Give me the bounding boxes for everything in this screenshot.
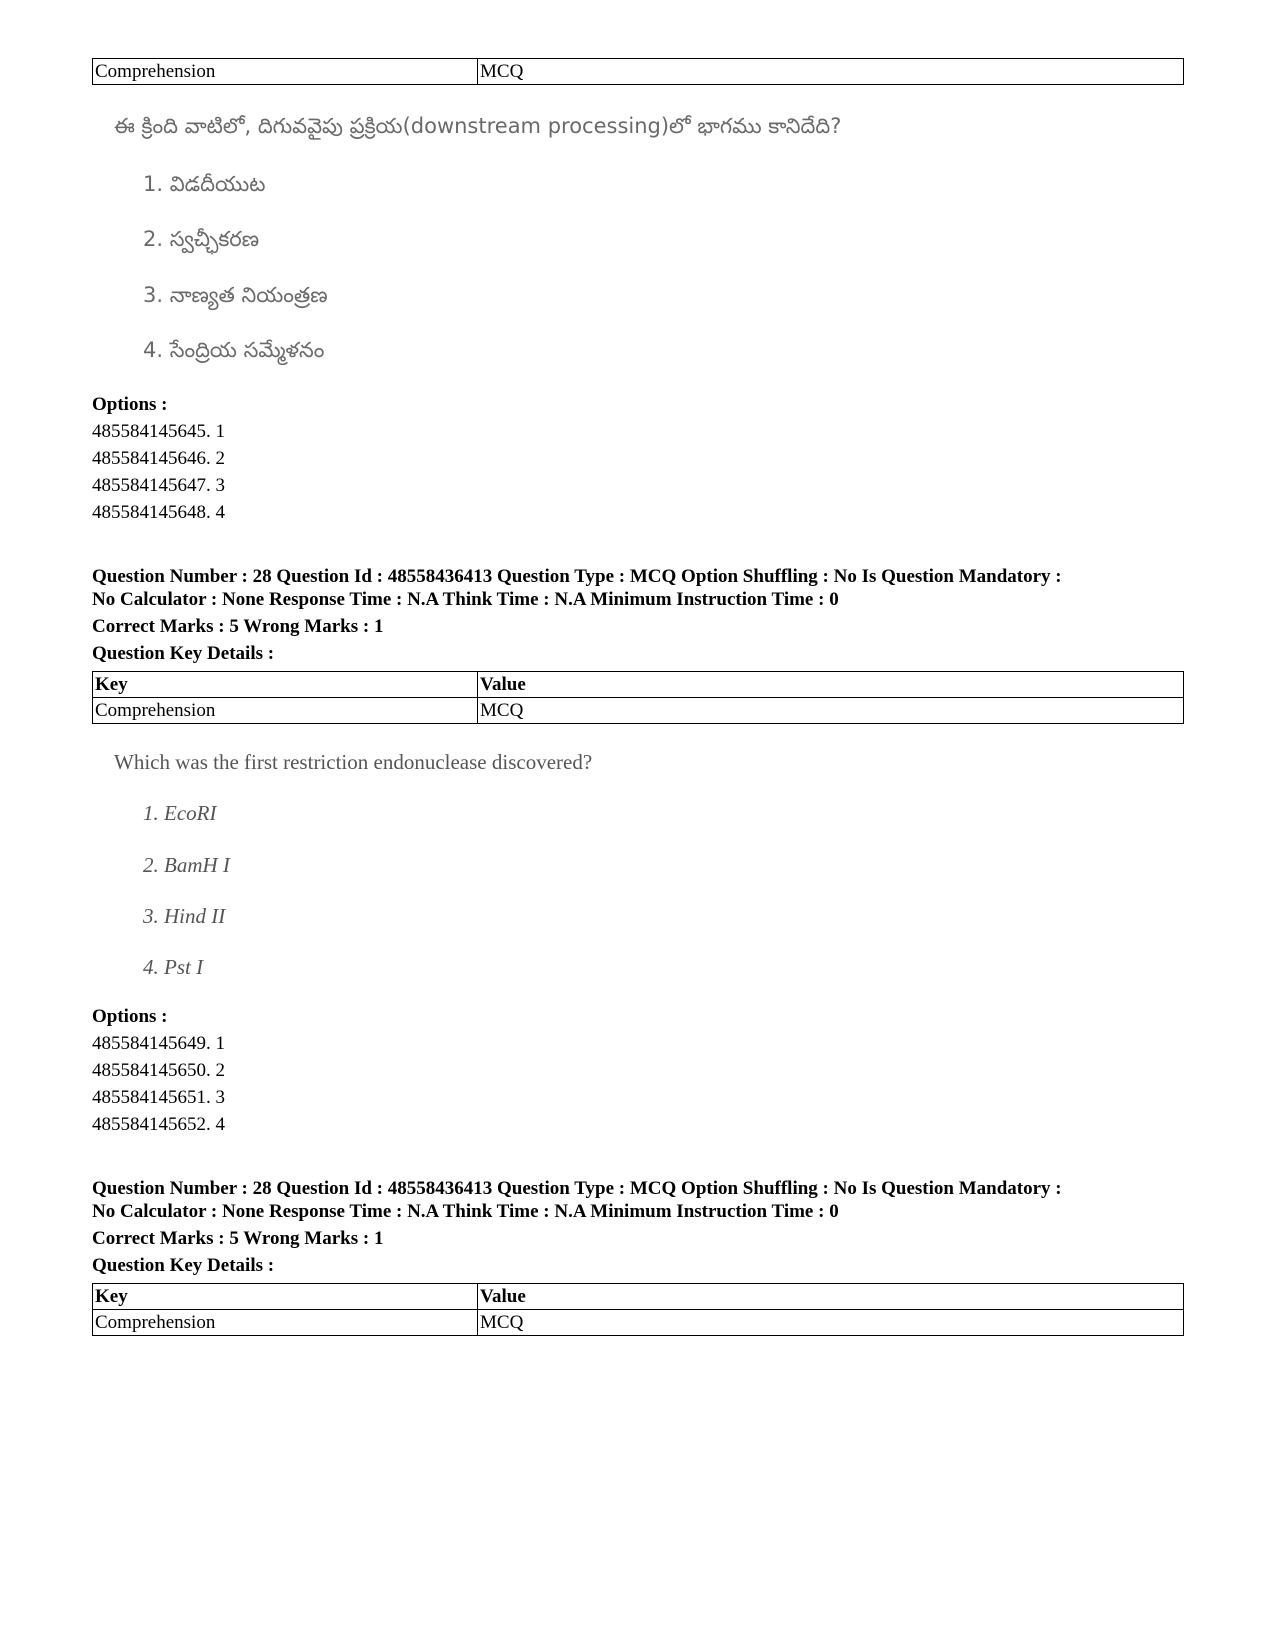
question-image-telugu: [114, 114, 841, 144]
option-item: 485584145645. 1: [92, 421, 225, 442]
option-item: 485584145652. 4: [92, 1114, 225, 1135]
table-row: [93, 59, 1184, 85]
choice-1: 1. విడదీయుట: [143, 172, 266, 196]
question-key-details-label: Question Key Details :: [92, 643, 275, 664]
option-item: 485584145649. 1: [92, 1033, 225, 1054]
choice-text: 3. Hind II: [143, 904, 226, 928]
choice-4: 4. సేంద్రియ సమ్మేళనం: [143, 338, 325, 362]
question-key-details-label: Question Key Details :: [92, 1255, 275, 1276]
option-item: 485584145648. 4: [92, 502, 225, 523]
choice-text: 1. EcoRI: [143, 801, 217, 825]
choice-2: 2. స్వచ్ఛీకరణ: [143, 227, 260, 251]
table-cell-value: MCQ: [478, 59, 1184, 85]
question-meta-line1: Question Number : 28 Question Id : 48558436413 Question Type : MCQ Option Shuffling : No Is Question Mandatory :: [92, 566, 1062, 587]
option-item: 485584145646. 2: [92, 448, 225, 469]
question-meta-line2: No Calculator : None Response Time : N.A Think Time : N.A Minimum Instruction Time : 0: [92, 1201, 839, 1222]
question-marks: Correct Marks : 5 Wrong Marks : 1: [92, 616, 384, 637]
table-row: [93, 1310, 1184, 1336]
option-item: 485584145651. 3: [92, 1087, 225, 1108]
table-header-value: Value: [478, 672, 1184, 698]
question-marks: Correct Marks : 5 Wrong Marks : 1: [92, 1228, 384, 1249]
question-key-table: [92, 1283, 1184, 1336]
table-header-row: [93, 672, 1184, 698]
question-stem: ఈ క్రింది వాటిలో, దిగువవైపు ప్రక్రియ(downstream processing)లో భాగము కానిదేది?: [114, 114, 842, 138]
table-header-key: Key: [93, 1284, 478, 1310]
option-item: 485584145650. 2: [92, 1060, 225, 1081]
choice-2: [143, 853, 230, 878]
choice-3: [143, 904, 225, 929]
table-cell-key: Comprehension: [93, 59, 478, 85]
question-meta-line1: Question Number : 28 Question Id : 48558436413 Question Type : MCQ Option Shuffling : No Is Question Mandatory :: [92, 1178, 1062, 1199]
top-key-table: [92, 58, 1184, 85]
question-key-table: [92, 671, 1184, 724]
choice-3: 3. నాణ్యత నియంత్రణ: [143, 283, 328, 307]
choice-text: 4. Pst I: [143, 955, 204, 979]
table-cell-value: MCQ: [478, 698, 1184, 724]
table-row: [93, 698, 1184, 724]
question-stem: Which was the first restriction endonuclease discovered?: [114, 750, 593, 774]
choice-1: [143, 801, 216, 826]
options-label: Options :: [92, 394, 168, 415]
table-header-row: [93, 1284, 1184, 1310]
choice-text: 2. BamH I: [143, 853, 230, 877]
table-cell-value: MCQ: [478, 1310, 1184, 1336]
table-cell-key: Comprehension: [93, 1310, 478, 1336]
table-header-key: Key: [93, 672, 478, 698]
question-meta-line2: No Calculator : None Response Time : N.A Think Time : N.A Minimum Instruction Time : 0: [92, 589, 839, 610]
options-label: Options :: [92, 1006, 168, 1027]
table-header-value: Value: [478, 1284, 1184, 1310]
choice-4: [143, 955, 203, 980]
table-cell-key: Comprehension: [93, 698, 478, 724]
option-item: 485584145647. 3: [92, 475, 225, 496]
question-image-english: [114, 750, 592, 775]
